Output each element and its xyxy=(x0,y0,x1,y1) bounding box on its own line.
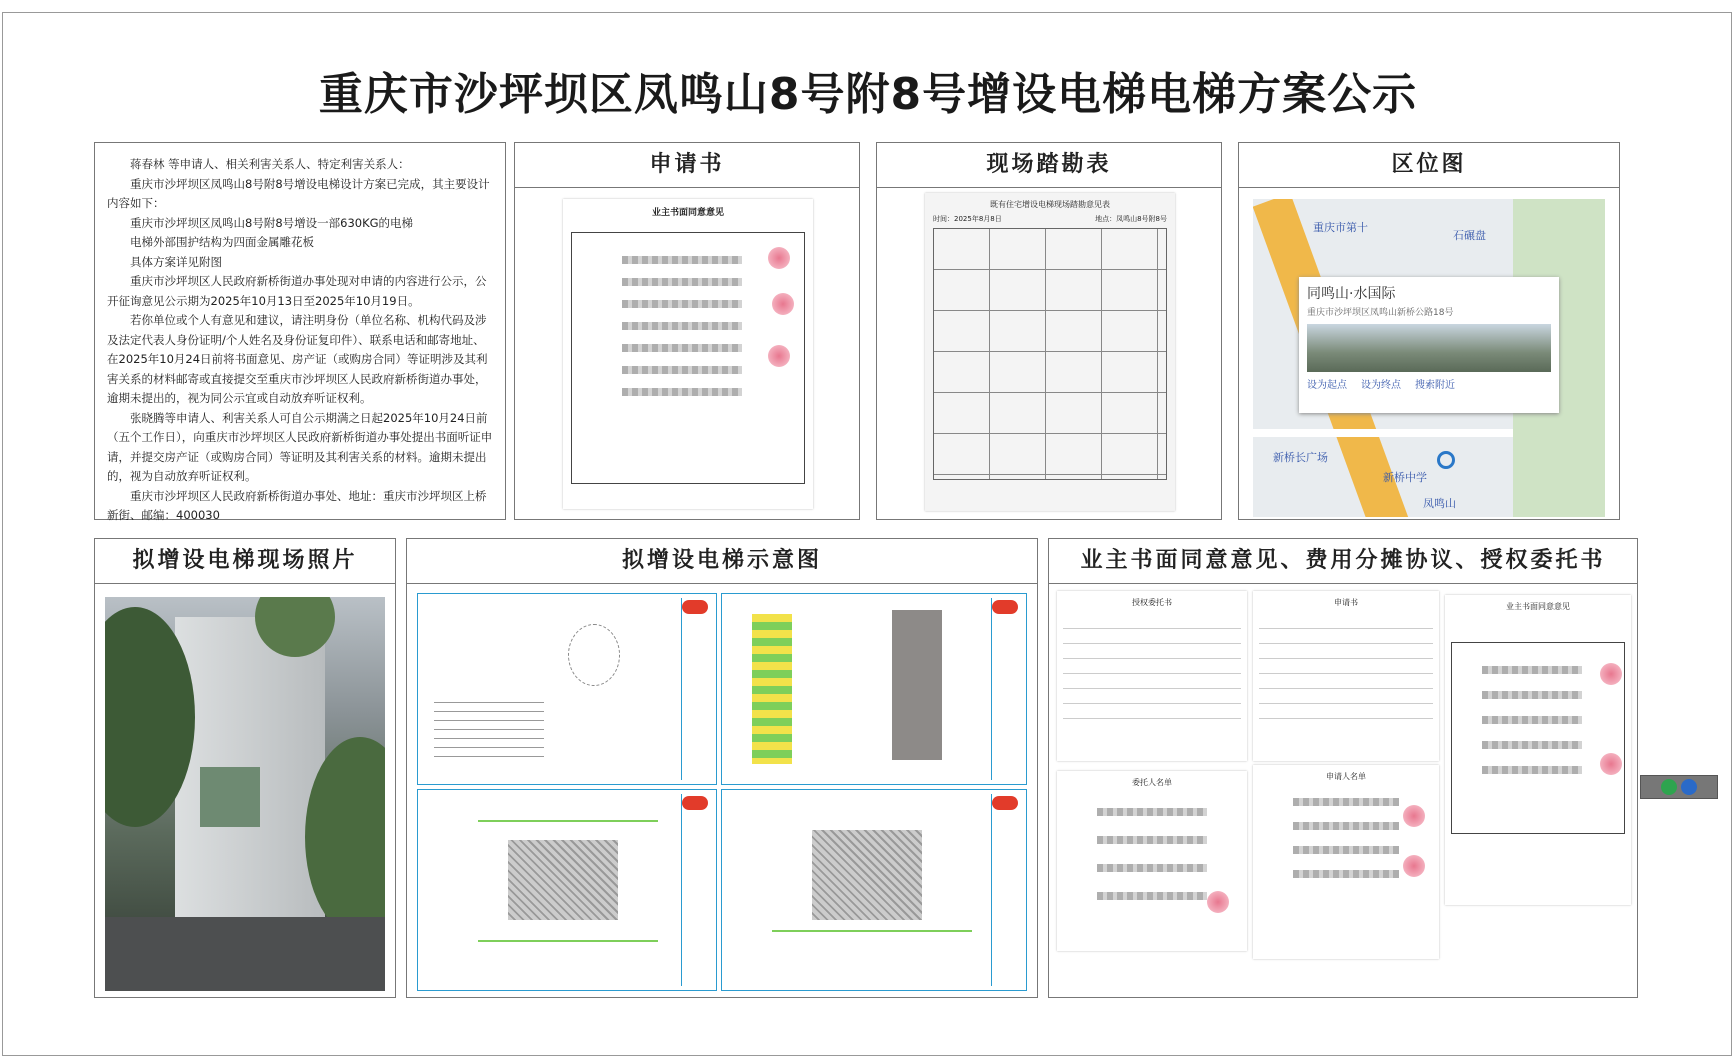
consent-scan-2 xyxy=(1057,771,1247,951)
consent-scan-5 xyxy=(1445,595,1631,905)
panel-title: 业主书面同意意见、费用分摊协议、授权委托书 xyxy=(1049,539,1637,584)
panel-title: 拟增设电梯现场照片 xyxy=(95,539,395,584)
notice-para: 电梯外部围护结构为四面金属雕花板 xyxy=(130,235,314,249)
survey-panel xyxy=(876,142,1222,520)
map-label: 新桥中学 xyxy=(1383,471,1427,484)
map-action-end[interactable]: 设为终点 xyxy=(1361,380,1401,391)
map-label: 凤鸣山 xyxy=(1423,497,1456,510)
map-card-title: 同鸣山·水国际 xyxy=(1307,286,1396,302)
notice-para: 重庆市沙坪坝区凤鸣山8号附8号增设电梯设计方案已完成，其主要设计内容如下： xyxy=(107,176,490,210)
panel-title: 区位图 xyxy=(1239,143,1619,188)
scan-heading: 申请人名单 xyxy=(1326,772,1366,781)
consent-scan-4 xyxy=(1253,765,1439,959)
survey-time: 时间：2025年8月8日 xyxy=(933,215,1002,223)
map-pin-icon xyxy=(1437,451,1455,469)
application-scan xyxy=(563,199,813,509)
s-icon[interactable] xyxy=(1661,779,1677,795)
scan-heading: 业主书面同意意见 xyxy=(1506,602,1570,611)
panel-title: 申请书 xyxy=(515,143,859,188)
notice-para: 若你单位或个人有意见和建议，请注明身份（单位名称、机构代码及涉及法定代表人身份证明/个人姓名及身份证复印件）、联系电话和邮寄地址、在2025年10月24日前将书面意见、房产证（或购房合同）等证明涉及其利害关系的材料邮寄或直接提交至重庆市沙坪坝区人民政府新桥街道办事处，逾期未提出的，视为同公示宜或自动放弃听证权利。 xyxy=(107,313,488,405)
map-action-start[interactable]: 设为起点 xyxy=(1307,380,1347,391)
scan-heading: 申请书 xyxy=(1334,598,1358,607)
map-label: 重庆市第十 xyxy=(1313,221,1368,234)
notice-para: 张晓腾等申请人、利害关系人可自公示期满之日起2025年10月24日前（五个工作日），向重庆市沙坪坝区人民政府新桥街道办事处提出书面听证申请，并提交房产证（或购房合同）等证明及其利害关系的材料。逾期未提出的，视为自动放弃听证权利。 xyxy=(107,410,493,483)
survey-place: 地点：凤鸣山8号附8号 xyxy=(1095,215,1167,223)
page-title: 重庆市沙坪坝区凤鸣山8号附8号增设电梯电梯方案公示 xyxy=(318,69,1418,120)
map-action-nearby[interactable]: 搜索附近 xyxy=(1415,380,1455,391)
map-label: 新桥长广场 xyxy=(1273,451,1328,464)
survey-scan xyxy=(925,193,1175,511)
notice-para: 重庆市沙坪坝区人民政府新桥街道办事处现对申请的内容进行公示，公开征询意见公示期为2025年10月13日至2025年10月19日。 xyxy=(107,274,487,308)
location-panel xyxy=(1238,142,1620,520)
drawing-sheet-plan2 xyxy=(721,789,1027,991)
help-icon[interactable] xyxy=(1681,779,1697,795)
scan-heading: 业主书面同意意见 xyxy=(651,208,724,218)
consent-panel xyxy=(1048,538,1638,998)
scan-heading: 授权委托书 xyxy=(1132,598,1172,607)
panel-title: 拟增设电梯示意图 xyxy=(407,539,1037,584)
notice-para: 重庆市沙坪坝区人民政府新桥街道办事处、地址：重庆市沙坪坝区上桥新街、邮编：400030 xyxy=(107,488,487,522)
drawing-sheet-site xyxy=(417,593,717,785)
drawing-sheet-elevation xyxy=(721,593,1027,785)
map-info-card xyxy=(1299,277,1559,413)
notice-para: 具体方案详见附图 xyxy=(130,254,222,269)
consent-scan-3 xyxy=(1253,591,1439,761)
photo-panel xyxy=(94,538,396,998)
scan-heading: 委托人名单 xyxy=(1132,778,1172,787)
consent-scan-1 xyxy=(1057,591,1247,761)
notice-para: 蒋春林 等申请人、相关利害关系人、特定利害关系人： xyxy=(130,157,410,171)
panel-title: 现场踏勘表 xyxy=(877,143,1221,188)
notice-text xyxy=(94,142,506,520)
drawing-sheet-plan1 xyxy=(417,789,717,991)
map-label: 石碾盘 xyxy=(1453,229,1486,242)
diagram-panel xyxy=(406,538,1038,998)
map-card-address: 重庆市沙坪坝区凤鸣山新桥公路18号 xyxy=(1307,308,1454,318)
map-card-streetview xyxy=(1307,324,1551,372)
scan-heading: 既有住宅增设电梯现场踏勘意见表 xyxy=(990,200,1110,209)
application-panel xyxy=(514,142,860,520)
location-map[interactable] xyxy=(1253,199,1605,517)
notice-para: 重庆市沙坪坝区凤鸣山8号附8号增设一部630KG的电梯 xyxy=(130,215,414,230)
site-photo xyxy=(105,597,385,991)
floating-toolbar[interactable] xyxy=(1640,775,1718,799)
